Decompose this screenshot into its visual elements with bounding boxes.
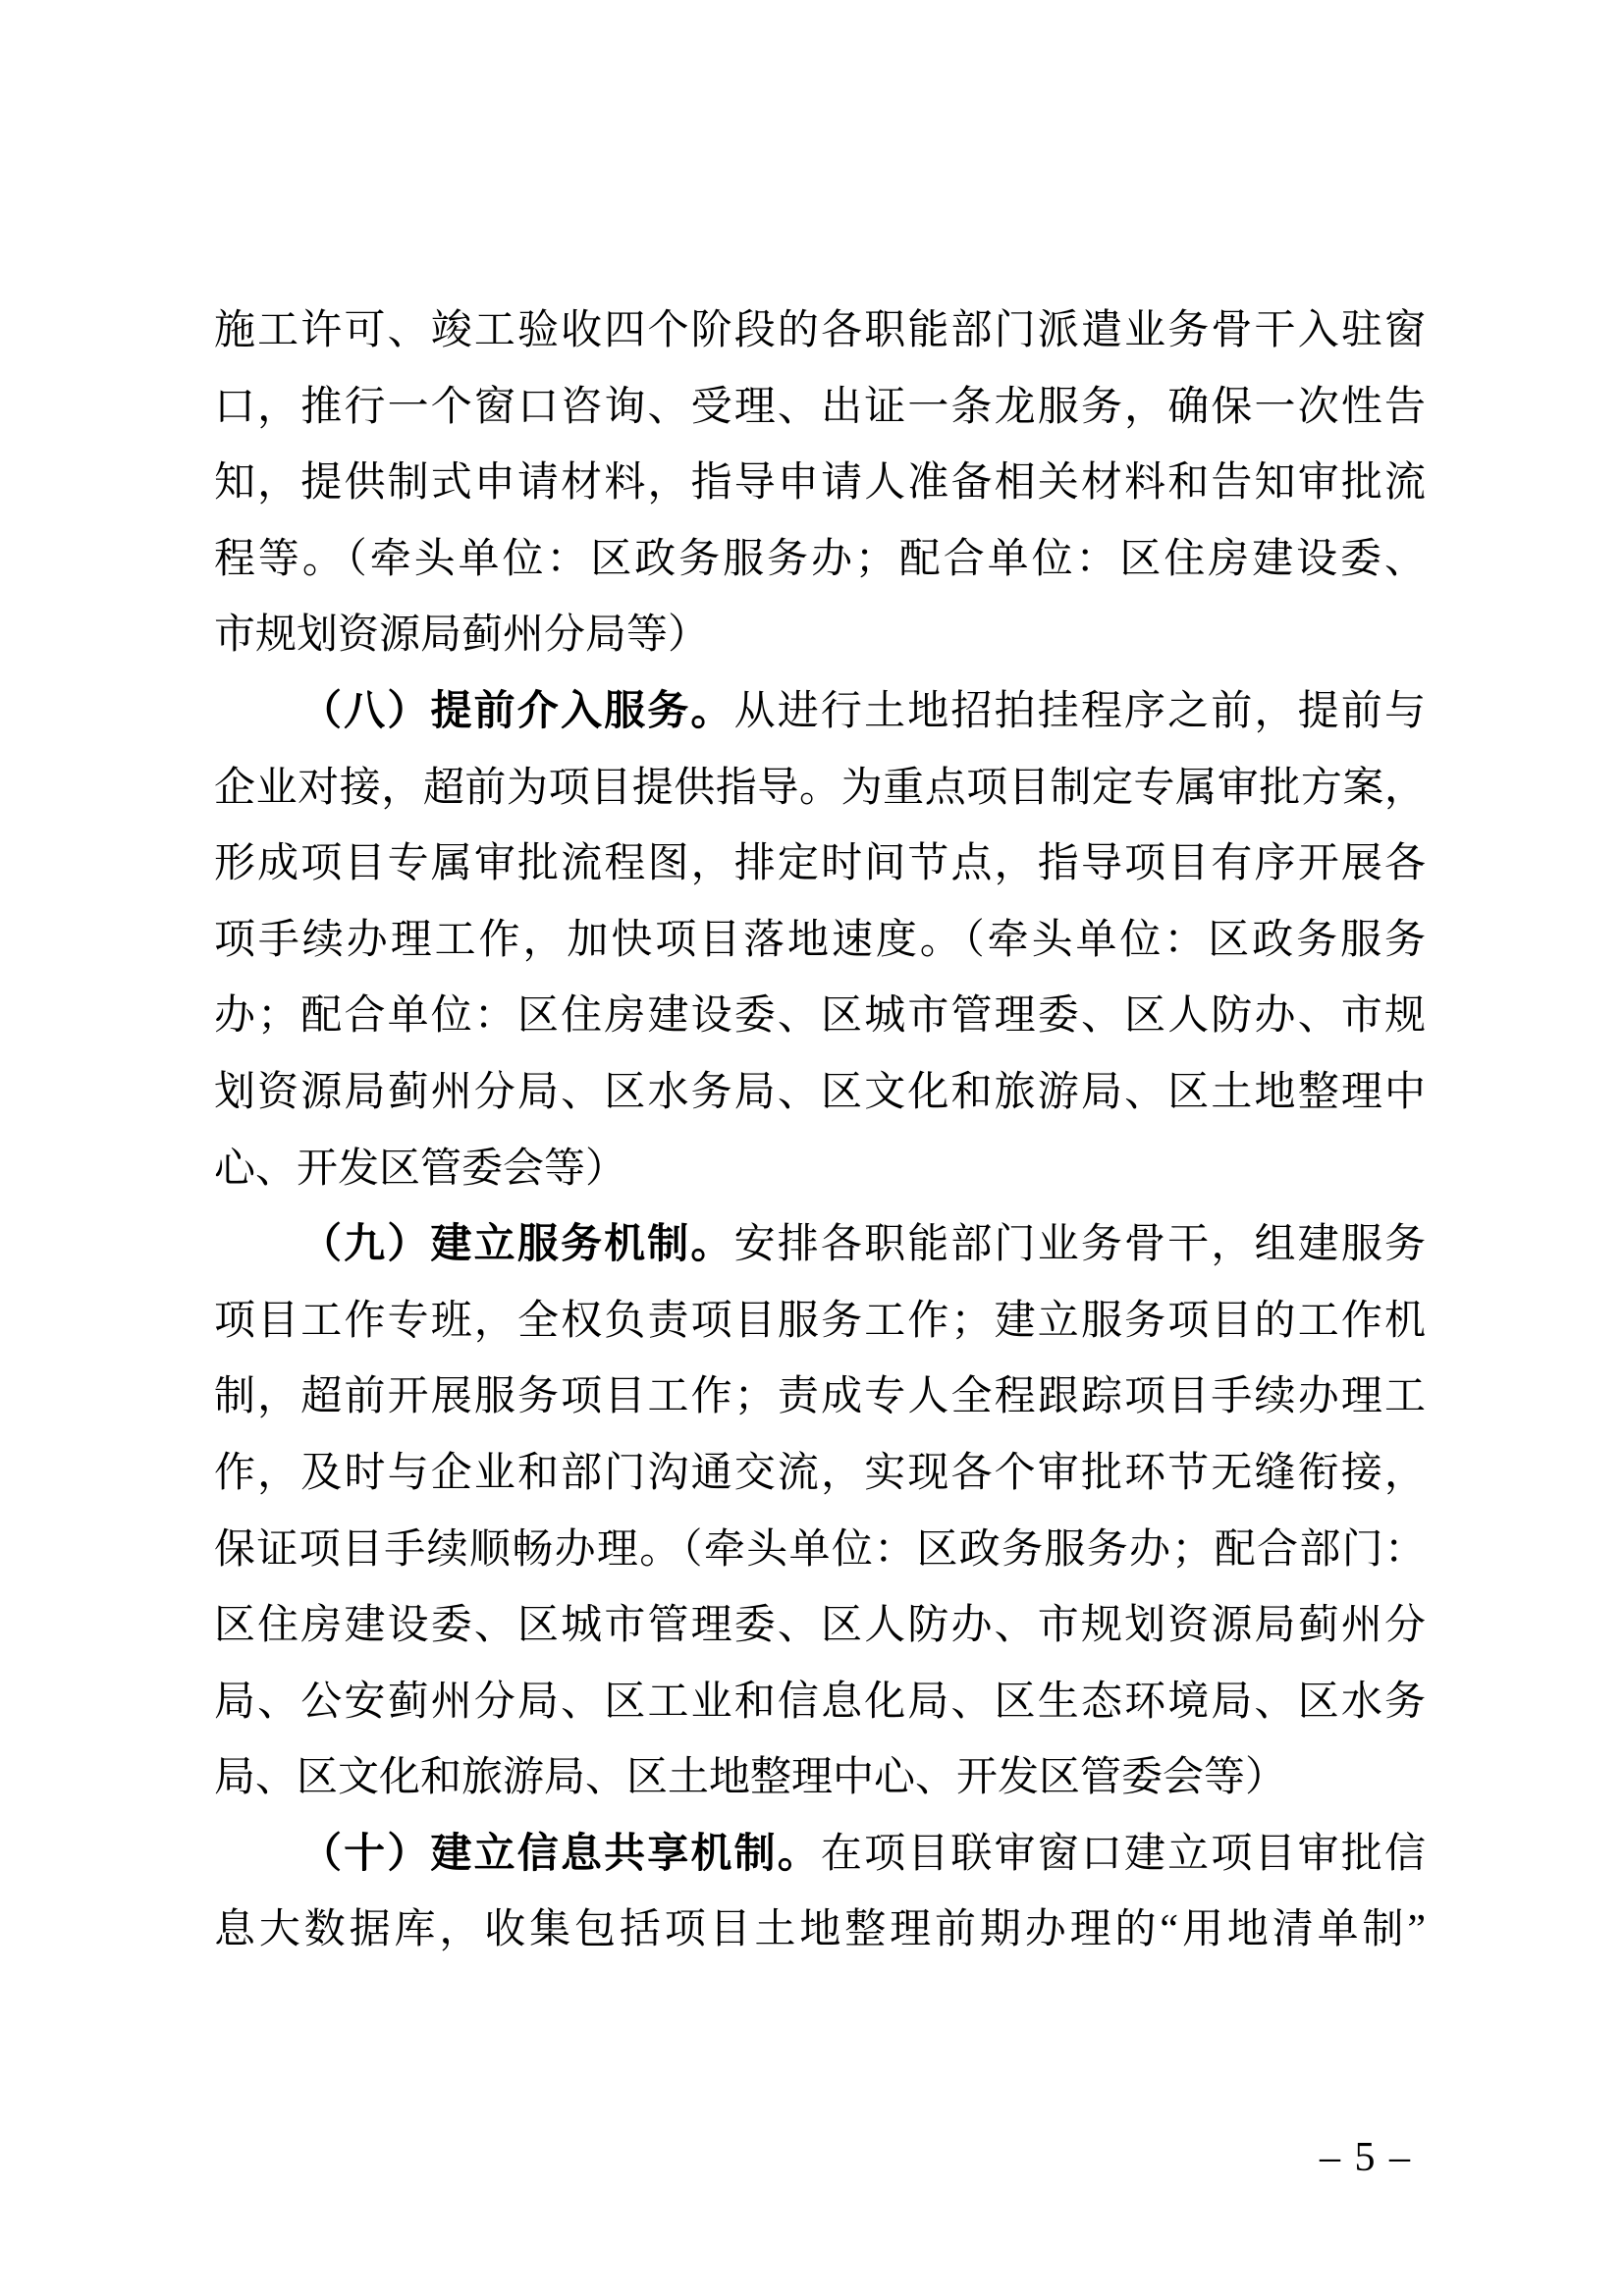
text-segment: 心、开发区管委会等） <box>214 1146 627 1192</box>
text-segment: 口，推行一个窗口咨询、受理、出证一条龙服务，确保一次性告 <box>214 384 1426 430</box>
text-segment: 从进行土地招拍挂程序之前，提前与 <box>733 688 1426 734</box>
text-segment: 局、区文化和旅游局、区土地整理中心、开发区管委会等） <box>214 1755 1287 1801</box>
text-line <box>214 370 1426 447</box>
text-line <box>214 1817 1426 1894</box>
text-line <box>214 1132 1426 1208</box>
text-segment: 区住房建设委、区城市管理委、区人防办、市规划资源局蓟州分 <box>214 1603 1426 1649</box>
text-line <box>214 294 1426 370</box>
text-line <box>214 1360 1426 1436</box>
text-line <box>214 1740 1426 1817</box>
page-number: – 5 – <box>1320 2135 1412 2180</box>
text-segment: 项手续办理工作，加快项目落地速度。（牵头单位：区政务服务 <box>214 917 1426 963</box>
text-line <box>214 1665 1426 1741</box>
text-segment: 划资源局蓟州分局、区水务局、区文化和旅游局、区土地整理中 <box>214 1069 1426 1115</box>
text-segment: 办；配合单位：区住房建设委、区城市管理委、区人防办、市规 <box>214 993 1426 1040</box>
text-line <box>214 979 1426 1055</box>
document-text <box>214 294 1426 1969</box>
text-segment: 作，及时与企业和部门沟通交流，实现各个审批环节无缝衔接， <box>214 1450 1426 1496</box>
section-heading: （九）建立服务机制。 <box>300 1222 734 1268</box>
section-heading: （八）提前介入服务。 <box>300 688 734 734</box>
text-line <box>214 1055 1426 1132</box>
text-segment: 知，提供制式申请材料，指导申请人准备相关材料和告知审批流 <box>214 460 1426 507</box>
text-segment: 项目工作专班，全权负责项目服务工作；建立服务项目的工作机 <box>214 1298 1426 1344</box>
text-line <box>214 1436 1426 1513</box>
text-segment: 市规划资源局蓟州分局等） <box>214 613 710 659</box>
text-segment: 程等。（牵头单位：区政务服务办；配合单位：区住房建设委、 <box>214 536 1426 582</box>
text-segment: 企业对接，超前为项目提供指导。为重点项目制定专属审批方案， <box>214 765 1426 811</box>
text-line <box>214 1284 1426 1361</box>
text-line <box>214 1893 1426 1969</box>
text-segment: 局、公安蓟州分局、区工业和信息化局、区生态环境局、区水务 <box>214 1679 1426 1725</box>
text-line <box>214 598 1426 674</box>
text-segment: 息大数据库，收集包括项目土地整理前期办理的“用地清单制” <box>214 1907 1426 1953</box>
text-line <box>214 522 1426 599</box>
text-line <box>214 903 1426 980</box>
text-line <box>214 1588 1426 1665</box>
text-segment: 安排各职能部门业务骨干，组建服务 <box>733 1222 1426 1268</box>
text-segment: 形成项目专属审批流程图，排定时间节点，指导项目有序开展各 <box>214 841 1426 887</box>
text-segment: 施工许可、竣工验收四个阶段的各职能部门派遣业务骨干入驻窗 <box>214 308 1426 353</box>
section-heading: （十）建立信息共享机制。 <box>300 1831 821 1877</box>
text-line <box>214 446 1426 522</box>
text-line <box>214 827 1426 903</box>
text-segment: 在项目联审窗口建立项目审批信 <box>820 1831 1426 1877</box>
text-segment: 制，超前开展服务项目工作；责成专人全程跟踪项目手续办理工 <box>214 1374 1426 1420</box>
text-line <box>214 1207 1426 1284</box>
text-segment: 保证项目手续顺畅办理。（牵头单位：区政务服务办；配合部门： <box>214 1526 1426 1573</box>
text-line <box>214 1513 1426 1589</box>
text-line <box>214 674 1426 751</box>
text-line <box>214 751 1426 828</box>
